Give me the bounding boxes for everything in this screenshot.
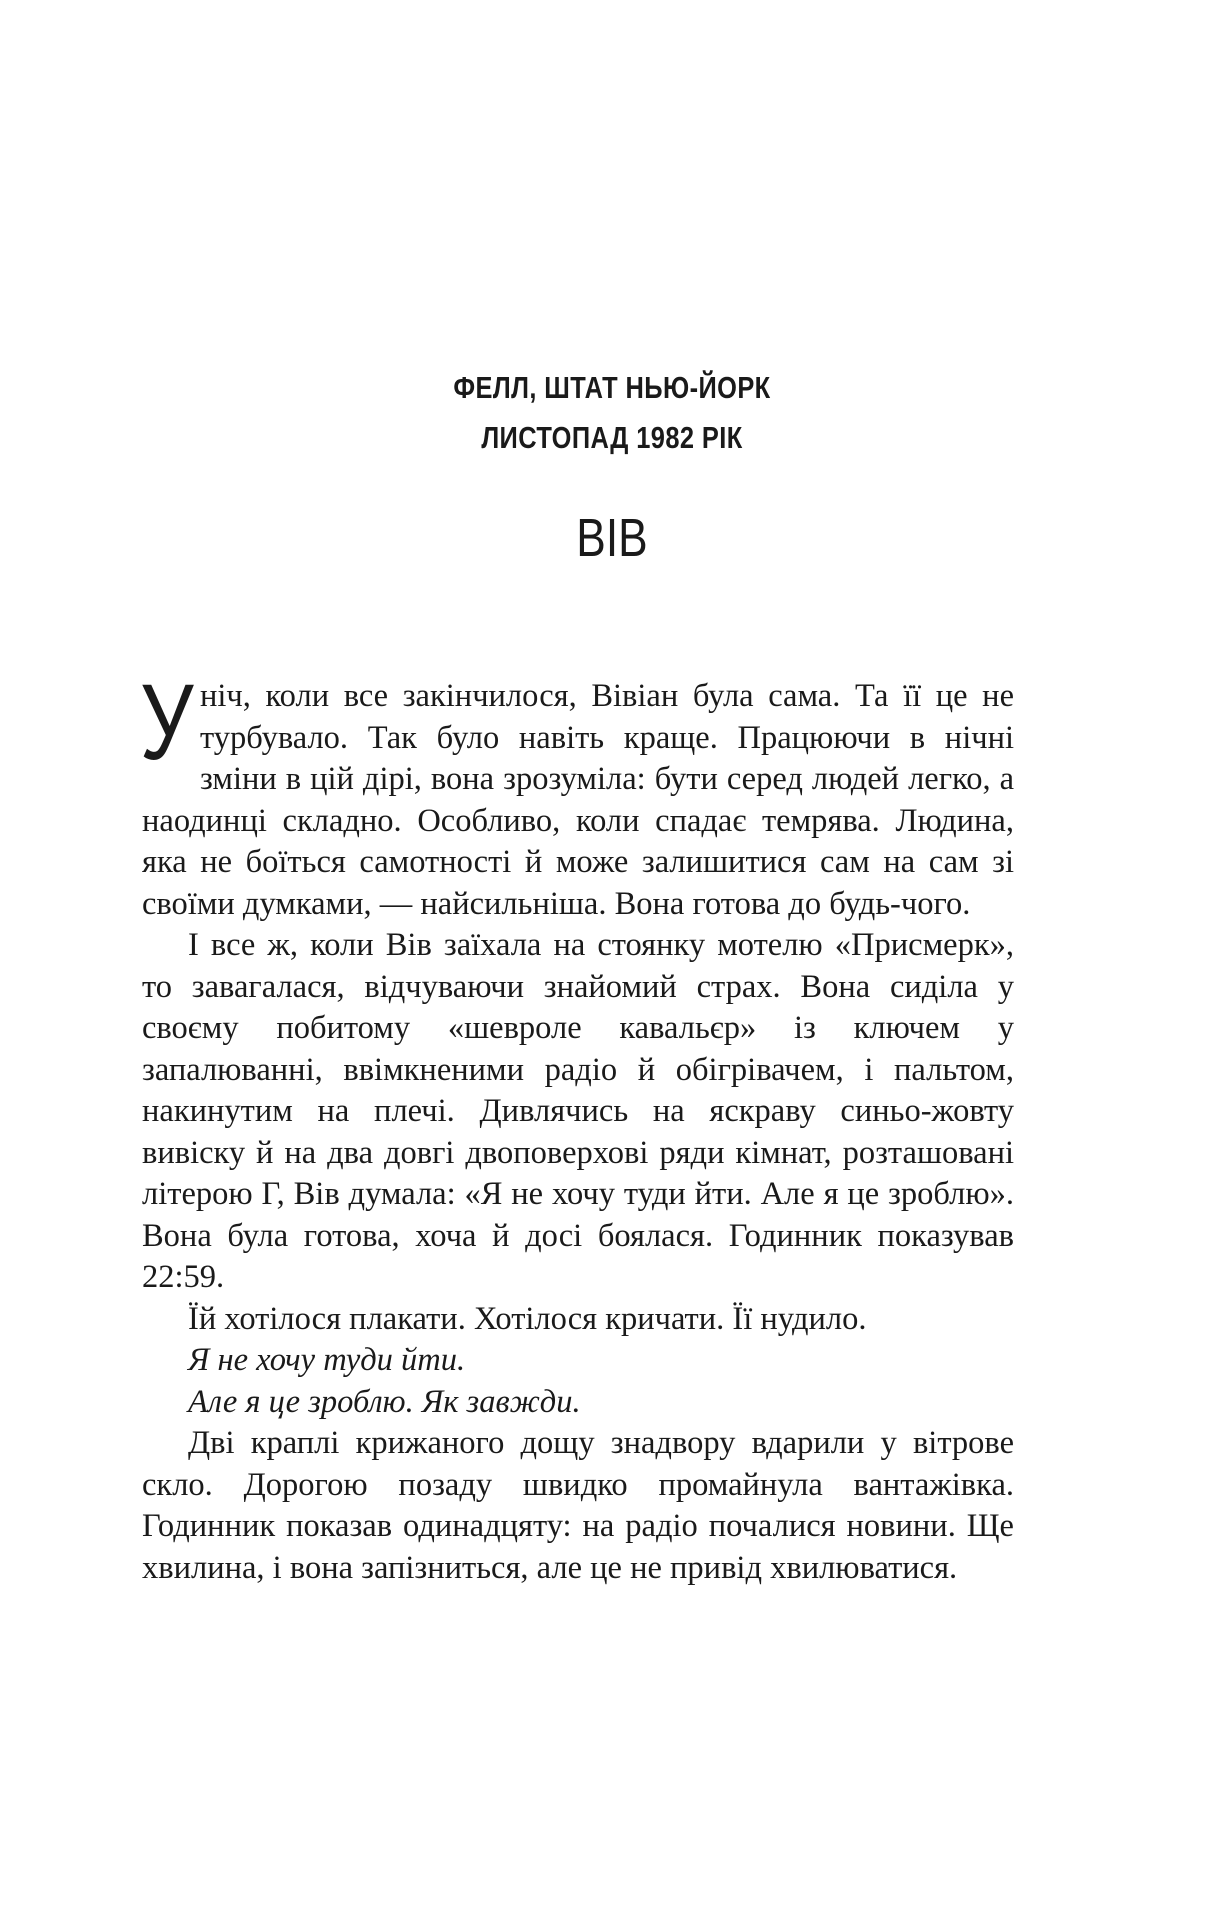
chapter-body (140, 661, 1014, 1589)
paragraph-2: І все ж, коли Вів заїхала на стоянку мотелю «Присмерк», то завагалася, відчуваючи знайомий страх. Вона сиділа у своєму побитому «шевроле кавальєр» із ключем у запалюванні, ввімкненими радіо й обігрівачем, і пальтом, накинутим на плечі. Дивлячись на яскраву синьо-жовту вивіску й на два довгі двоповерхові ряди кімнат, розташовані літерою Г, Вів думала: «Я не хочу туди йти. Але я це зроблю». Вона була готова, хоча й досі боялася. Годинник показував 22:59. (142, 927, 1014, 1295)
chapter-title: ВІВ (576, 508, 648, 568)
paragraph-4-italic: Я не хочу туди йти. (188, 1342, 466, 1378)
date-heading: ЛИСТОПАД 1982 РІК (481, 420, 743, 455)
paragraph-1 (140, 661, 1014, 925)
paragraph-1-text: ніч, коли все закінчилося, Вівіан була сама. Та її це не турбувало. Так було навіть краще. Працюючи в нічні зміни в цій дірі, вона зрозуміла: бути серед людей легко, а наодинці складно. Особливо, коли спадає темрява. Людина, яка не боїться самотності й може залишитися сам на сам зі своїми думками, — найсильніша. Вона готова до будь-чого. (142, 678, 1014, 922)
location-heading: ФЕЛЛ, ШТАТ НЬЮ-ЙОРК (453, 370, 771, 405)
paragraph-3: Їй хотілося плакати. Хотілося кричати. Її нудило. (188, 1300, 867, 1337)
paragraph-6: Дві краплі крижаного дощу знадвору вдарили у вітрове скло. Дорогою позаду швидко промайнула вантажівка. Годинник показав одинадцяту: на радіо почалися новини. Ще хвилина, і вона запізниться, але це не привід хвилюватися. (142, 1425, 1014, 1586)
paragraph-5-italic: Але я це зроблю. Як завжди. (188, 1383, 581, 1420)
drop-cap: У (140, 661, 194, 782)
